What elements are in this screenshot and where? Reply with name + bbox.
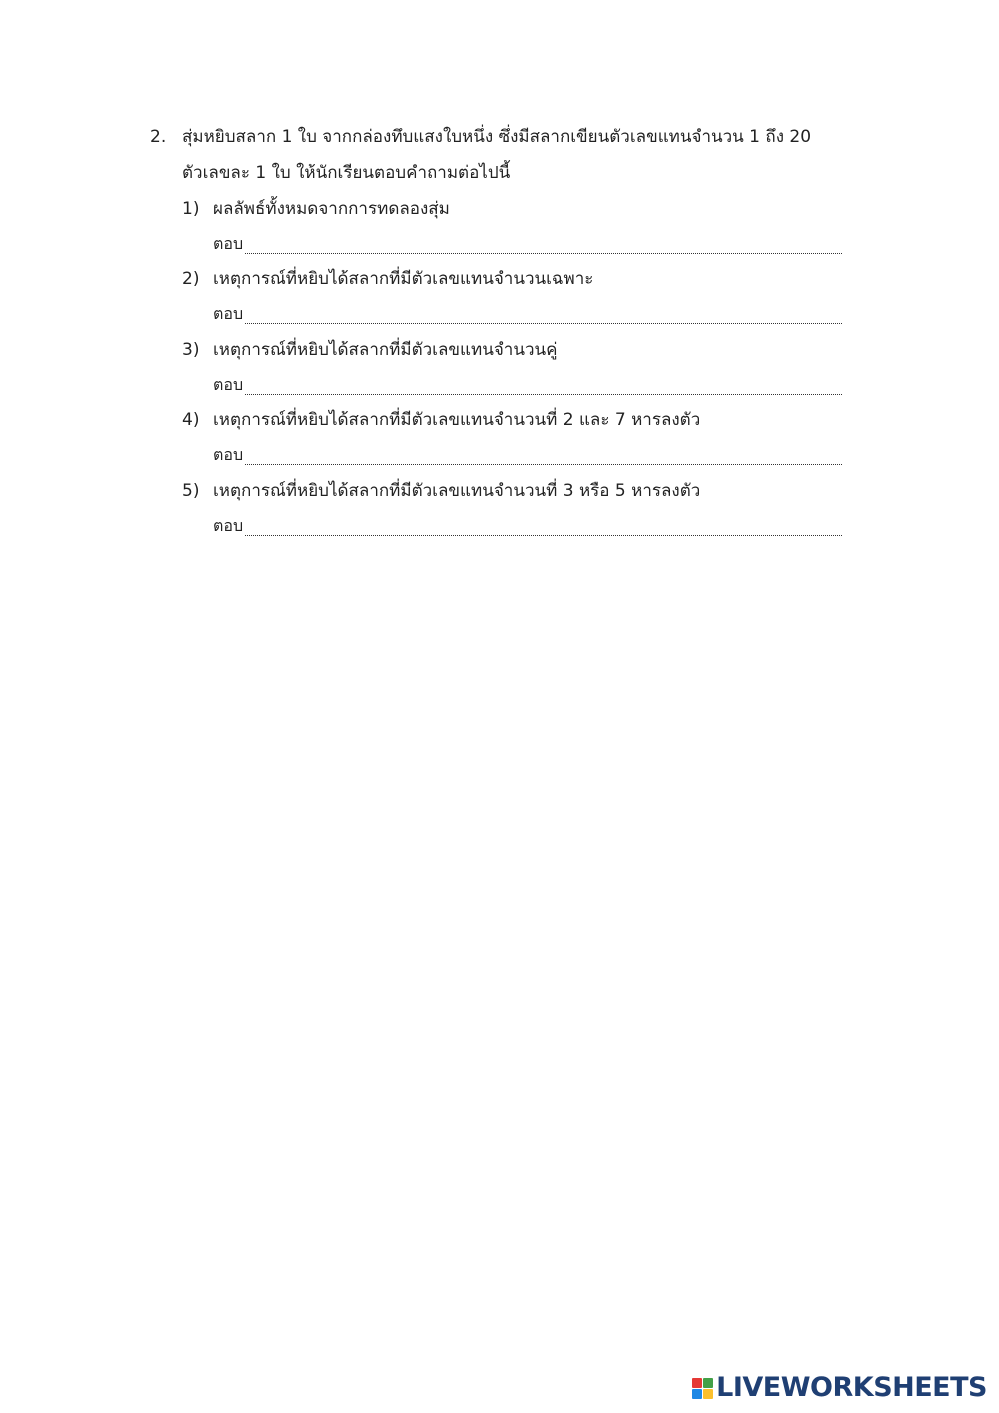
sub-question-number: 1) [182, 199, 200, 219]
question-text-line-2: ตัวเลขละ 1 ใบ ให้นักเรียนตอบคำถามต่อไปนี้ [182, 163, 511, 183]
answer-row [213, 303, 842, 325]
liveworksheets-logo-icon [692, 1378, 713, 1399]
liveworksheets-logo-text: LIVEWORKSHEETS [716, 1372, 987, 1403]
question-text-line-1: สุ่มหยิบสลาก 1 ใบ จากกล่องทึบแสงใบหนึ่ง ซึ่งมีสลากเขียนตัวเลขแทนจำนวน 1 ถึง 20 [182, 127, 812, 147]
answer-field-3[interactable] [245, 378, 842, 395]
sub-question-number: 4) [182, 410, 200, 430]
sub-question-text: ผลลัพธ์ทั้งหมดจากการทดลองสุ่ม [213, 199, 450, 219]
logo-square-red [692, 1378, 702, 1388]
answer-field-1[interactable] [245, 237, 842, 254]
answer-field-5[interactable] [245, 519, 842, 536]
liveworksheets-logo [692, 1373, 987, 1403]
sub-question-number: 5) [182, 481, 200, 501]
logo-square-blue [692, 1389, 702, 1399]
answer-row [213, 374, 842, 396]
sub-question-number: 2) [182, 269, 200, 289]
logo-square-yellow [703, 1389, 713, 1399]
sub-question-text: เหตุการณ์ที่หยิบได้สลากที่มีตัวเลขแทนจำนวนที่ 3 หรือ 5 หารลงตัว [213, 481, 701, 501]
sub-question-text: เหตุการณ์ที่หยิบได้สลากที่มีตัวเลขแทนจำนวนเฉพาะ [213, 269, 594, 289]
answer-label: ตอบ [213, 304, 244, 323]
answer-row [213, 233, 842, 255]
answer-field-2[interactable] [245, 307, 842, 324]
sub-question-text: เหตุการณ์ที่หยิบได้สลากที่มีตัวเลขแทนจำนวนที่ 2 และ 7 หารลงตัว [213, 410, 701, 430]
sub-question-text: เหตุการณ์ที่หยิบได้สลากที่มีตัวเลขแทนจำนวนคู่ [213, 340, 558, 360]
answer-field-4[interactable] [245, 448, 842, 465]
answer-label: ตอบ [213, 516, 244, 535]
answer-label: ตอบ [213, 375, 244, 394]
answer-row [213, 515, 842, 537]
sub-question-number: 3) [182, 340, 200, 360]
answer-label: ตอบ [213, 234, 244, 253]
answer-row [213, 444, 842, 466]
logo-square-green [703, 1378, 713, 1388]
answer-label: ตอบ [213, 445, 244, 464]
question-number: 2. [150, 127, 167, 147]
